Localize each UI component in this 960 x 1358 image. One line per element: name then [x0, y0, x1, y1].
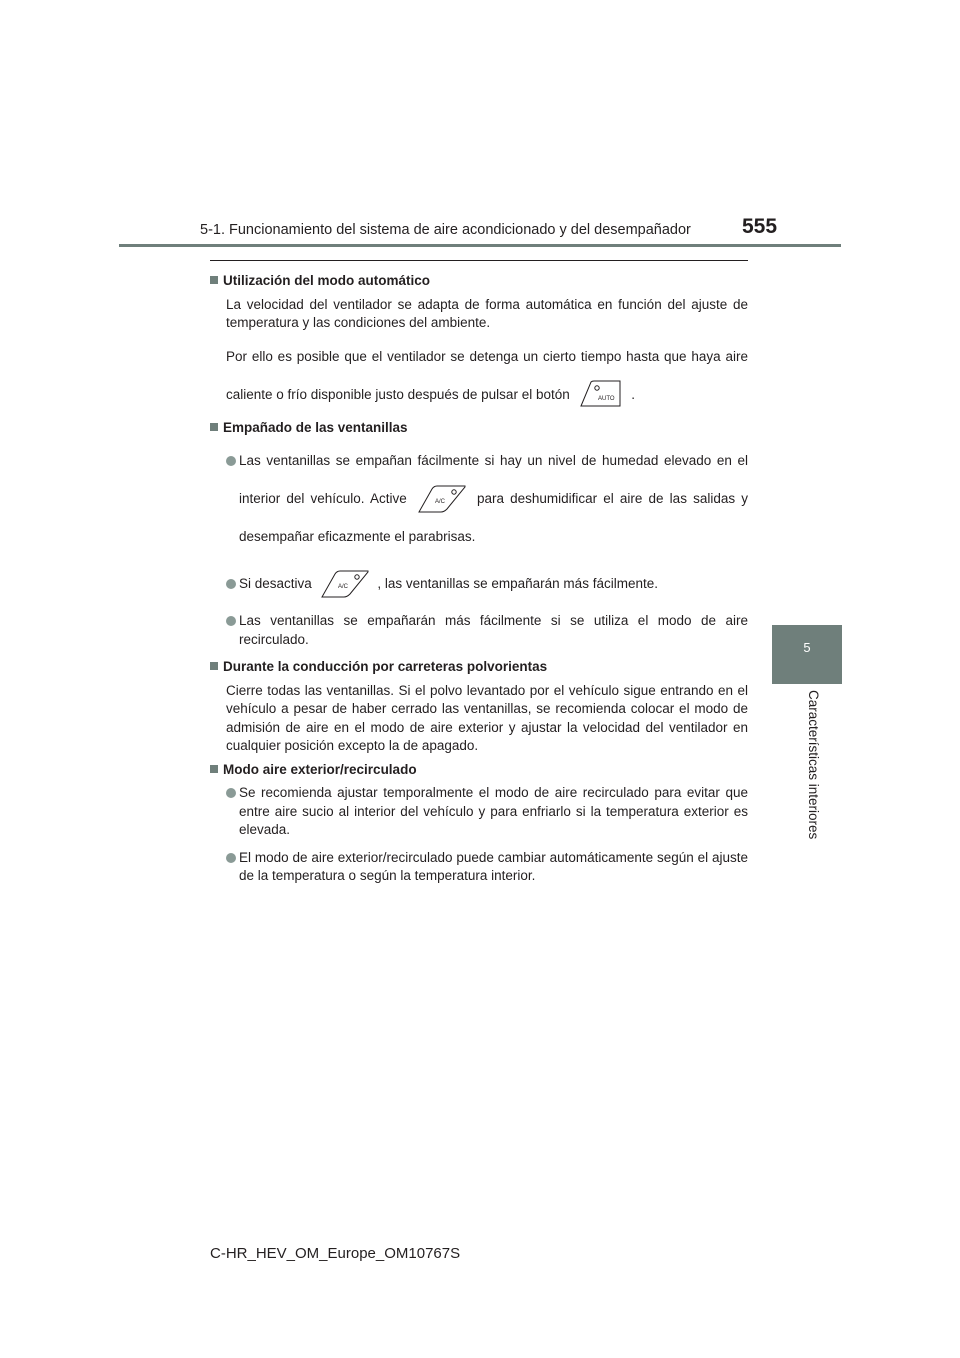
square-bullet-icon [210, 765, 218, 773]
auto-button-icon [578, 380, 624, 410]
side-tab-chapter-number: 5 [803, 640, 811, 655]
bullet-air-mode-1: Se recomienda ajustar temporalmente el modo de aire recirculado para evitar que entre aire sucio al interior del vehículo y para enfriarlo si la temperatura exterior es elevada. [226, 784, 748, 840]
paragraph-auto-mode-1: La velocidad del ventilador se adapta de forma automática en función del ajuste de temperatura y las condiciones del ambiente. [226, 296, 748, 330]
square-bullet-icon [210, 662, 218, 670]
round-bullet-icon [226, 788, 236, 798]
ac-button-icon [320, 569, 370, 599]
ac-button-label: A/C [434, 499, 445, 506]
bullet-air-mode-2: El modo de aire exterior/recirculado puede cambiar automáticamente según el ajuste de la temperatura o según la temperatura interior. [226, 849, 748, 886]
side-tab-chapter-title: Características interiores [806, 690, 821, 840]
ac-button-icon [417, 484, 467, 514]
bullet-fogging-1: Las ventanillas se empañan fácilmente si hay un nivel de humedad elevado en el interior del vehículo. Active A/C para deshumidificar el aire de las salidas y desempañar eficazmente el parabrisas. [226, 442, 748, 556]
round-bullet-icon [226, 616, 236, 626]
round-bullet-icon [226, 456, 236, 466]
square-bullet-icon [210, 423, 218, 431]
round-bullet-icon [226, 579, 236, 589]
paragraph-auto-mode-2: Por ello es posible que el ventilador se detenga un cierto tiempo hasta que haya aire caliente o frío disponible justo después de pulsar el botón AUTO . [226, 338, 748, 414]
main-content [210, 268, 748, 895]
auto-button-label: AUTO [597, 395, 615, 402]
ac-button-label: A/C [337, 584, 348, 591]
section-rule [210, 260, 748, 261]
bullet-fogging-2: Si desactiva A/C , las ventanillas se empañarán más fácilmente. [226, 565, 748, 603]
footer-document-code: C-HR_HEV_OM_Europe_OM10767S [210, 1245, 461, 1262]
round-bullet-icon [226, 853, 236, 863]
page-number: 555 [742, 215, 778, 238]
header-title: 5-1. Funcionamiento del sistema de aire acondicionado y del desempañador [200, 222, 691, 238]
paragraph-dusty-roads: Cierre todas las ventanillas. Si el polvo levantado por el vehículo sigue entrando en el vehículo a pesar de haber cerrado las ventanillas, se recomienda colocar el modo de admisión de aire en el modo de aire exterior y ajustar la velocidad del ventilador en cualquier posición excepto la de apagado. [226, 682, 748, 753]
section-heading-auto-mode: Utilización del modo automático [210, 272, 748, 291]
section-heading-fogging: Empañado de las ventanillas [210, 419, 748, 438]
bullet-fogging-3: Las ventanillas se empañarán más fácilmente si se utiliza el modo de aire recirculado. [226, 612, 748, 649]
header-rule [119, 244, 841, 247]
section-heading-air-mode: Modo aire exterior/recirculado [210, 761, 748, 780]
square-bullet-icon [210, 276, 218, 284]
section-heading-dusty-roads: Durante la conducción por carreteras polvorientas [210, 658, 748, 677]
